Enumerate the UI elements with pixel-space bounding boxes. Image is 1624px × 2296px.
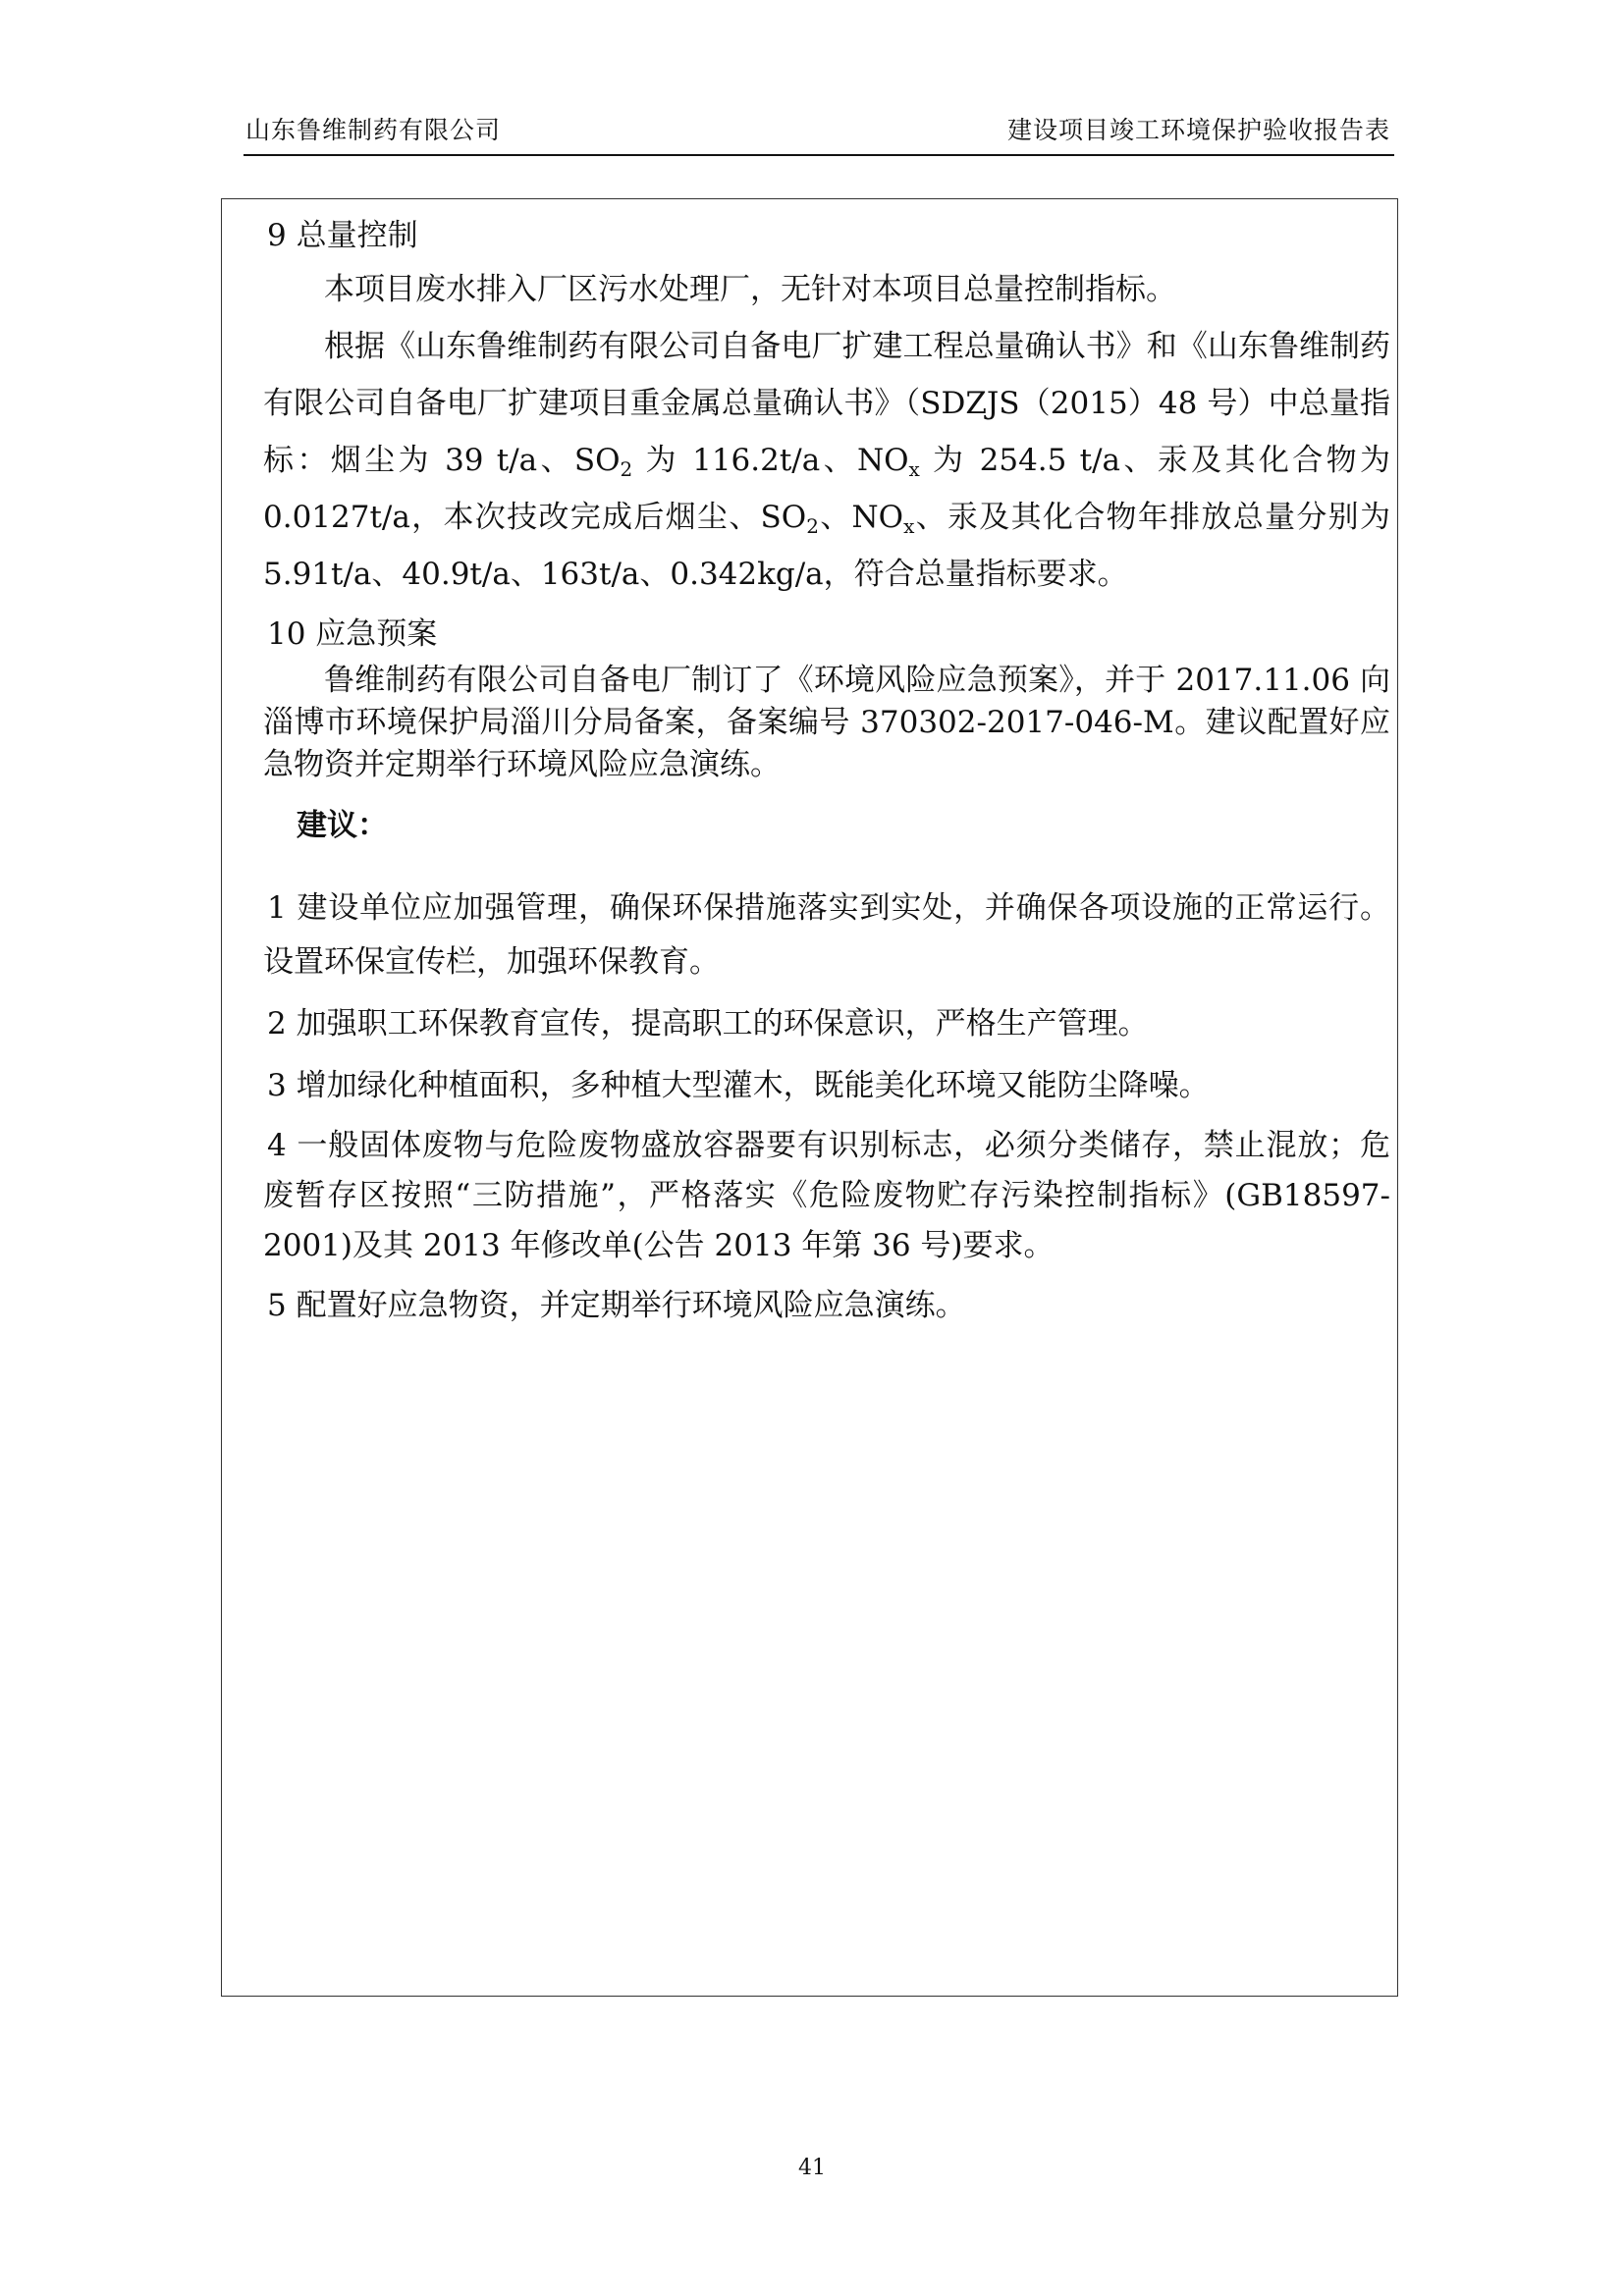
total-control-paragraph-1: 本项目废水排入厂区污水处理厂，无针对本项目总量控制指标。	[324, 272, 1176, 307]
header-report-title: 建设项目竣工环境保护验收报告表	[1006, 116, 1390, 144]
suggestion-item-4: 4 一般固体废物与危险废物盛放容器要有识别标志，必须分类储存，禁止混放；危废暂存区按照“三防措施”，严格落实《危险废物贮存污染控制指标》(GB18597-2001)及其 2013 年修改单(公告 2013 年第 36 号)要求。	[263, 1128, 1390, 1263]
total-control-paragraph-2: 根据《山东鲁维制药有限公司自备电厂扩建工程总量确认书》和《山东鲁维制药有限公司自备电厂扩建项目重金属总量确认书》（SDZJS（2015）48 号）中总量指标：烟尘为 39 t/a、$SO_2$ 为 116.2t/a、$NO_x$ 为 254.5 t/a、汞及其化合物为 0.0127t/a，本次技改完成后烟尘、$SO_2$、$NO_x$、汞及其化合物年排放总量分别为 5.91t/a、40.9t/a、163t/a、0.342kg/a，符合总量指标要求。	[263, 329, 1390, 592]
report-body	[263, 210, 1390, 1333]
header-divider	[244, 154, 1394, 156]
suggestions-title: 建议：	[297, 808, 388, 843]
page-number: 41	[798, 2156, 826, 2180]
section-heading-emergency: 10 应急预案	[267, 616, 438, 652]
suggestion-item-5: 5 配置好应急物资，并定期举行环境风险应急演练。	[267, 1288, 966, 1323]
emergency-paragraph: 鲁维制药有限公司自备电厂制订了《环境风险应急预案》，并于 2017.11.06 向淄博市环境保护局淄川分局备案，备案编号 370302-2017-046-M。建议配置好应急物资并定期举行环境风险应急演练。	[263, 663, 1390, 782]
suggestion-item-3: 3 增加绿化种植面积，多种植大型灌木，既能美化环境又能防尘降噪。	[267, 1068, 1210, 1103]
section-heading-total-control: 9 总量控制	[267, 218, 418, 253]
suggestion-item-2: 2 加强职工环保教育宣传，提高职工的环保意识，严格生产管理。	[267, 1006, 1149, 1041]
header-company: 山东鲁维制药有限公司	[245, 116, 502, 144]
page-header	[244, 116, 1394, 157]
suggestion-item-1: 1 建设单位应加强管理，确保环保措施落实到实处，并确保各项设施的正常运行。设置环保宣传栏，加强环保教育。	[263, 890, 1390, 980]
